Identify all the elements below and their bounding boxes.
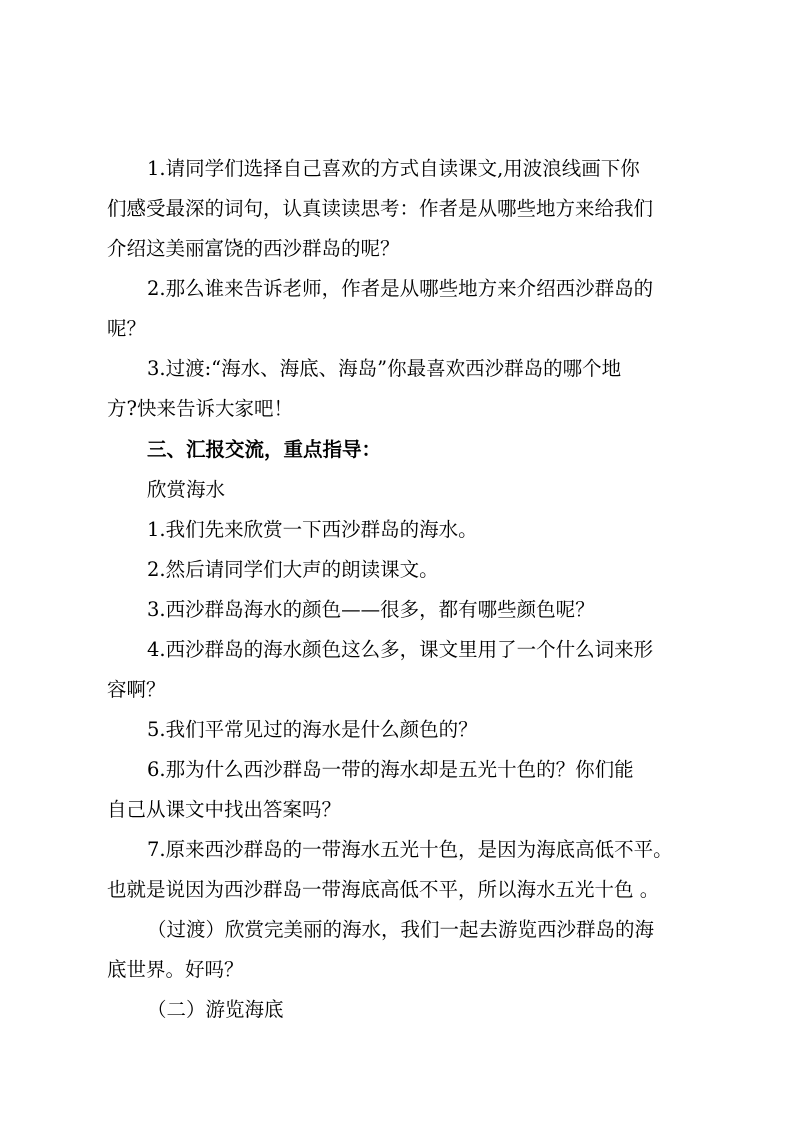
subsection-2-title: （二）游览海底	[147, 998, 284, 1021]
paragraph-2-line-2: 呢？	[107, 317, 147, 340]
item-2: 2.然后请同学们大声的朗读课文。	[147, 558, 439, 581]
paragraph-3-line-2: 方?快来告诉大家吧！	[107, 397, 293, 420]
item-3: 3.西沙群岛海水的颜色——很多，都有哪些颜色呢？	[147, 598, 595, 621]
item-7-line-2: 也就是说因为西沙群岛一带海底高低不平，所以海水五光十色 。	[107, 878, 660, 901]
item-7-line-1: 7.原来西沙群岛的一带海水五光十色，是因为海底高低不平。	[147, 838, 673, 861]
item-5: 5.我们平常见过的海水是什么颜色的？	[147, 718, 478, 741]
item-1: 1.我们先来欣赏一下西沙群岛的海水。	[147, 518, 478, 541]
paragraph-3-line-1: 3.过渡:“海水、海底、海岛”你最喜欢西沙群岛的哪个地	[147, 357, 622, 380]
paragraph-2-line-1: 2.那么谁来告诉老师，作者是从哪些地方来介绍西沙群岛的	[147, 277, 654, 300]
item-6-line-2: 自己从课文中找出答案吗？	[107, 798, 342, 821]
section-heading: 三、汇报交流，重点指导：	[147, 438, 382, 461]
transition-line-2: 底世界。好吗？	[107, 958, 244, 981]
item-4-line-2: 容啊？	[107, 678, 166, 701]
subsection-title: 欣赏海水	[147, 478, 226, 501]
paragraph-1-line-3: 介绍这美丽富饶的西沙群岛的呢？	[107, 237, 400, 260]
item-4-line-1: 4.西沙群岛的海水颜色这么多，课文里用了一个什么词来形	[147, 638, 654, 661]
paragraph-1-line-2: 们感受最深的词句，认真读读思考：作者是从哪些地方来给我们	[107, 197, 654, 220]
paragraph-1-line-1: 1.请同学们选择自己喜欢的方式自读课文,用波浪线画下你	[147, 157, 640, 180]
item-6-line-1: 6.那为什么西沙群岛一带的海水却是五光十色的？你们能	[147, 758, 634, 781]
transition-line-1: （过渡）欣赏完美丽的海水，我们一起去游览西沙群岛的海	[147, 918, 655, 941]
